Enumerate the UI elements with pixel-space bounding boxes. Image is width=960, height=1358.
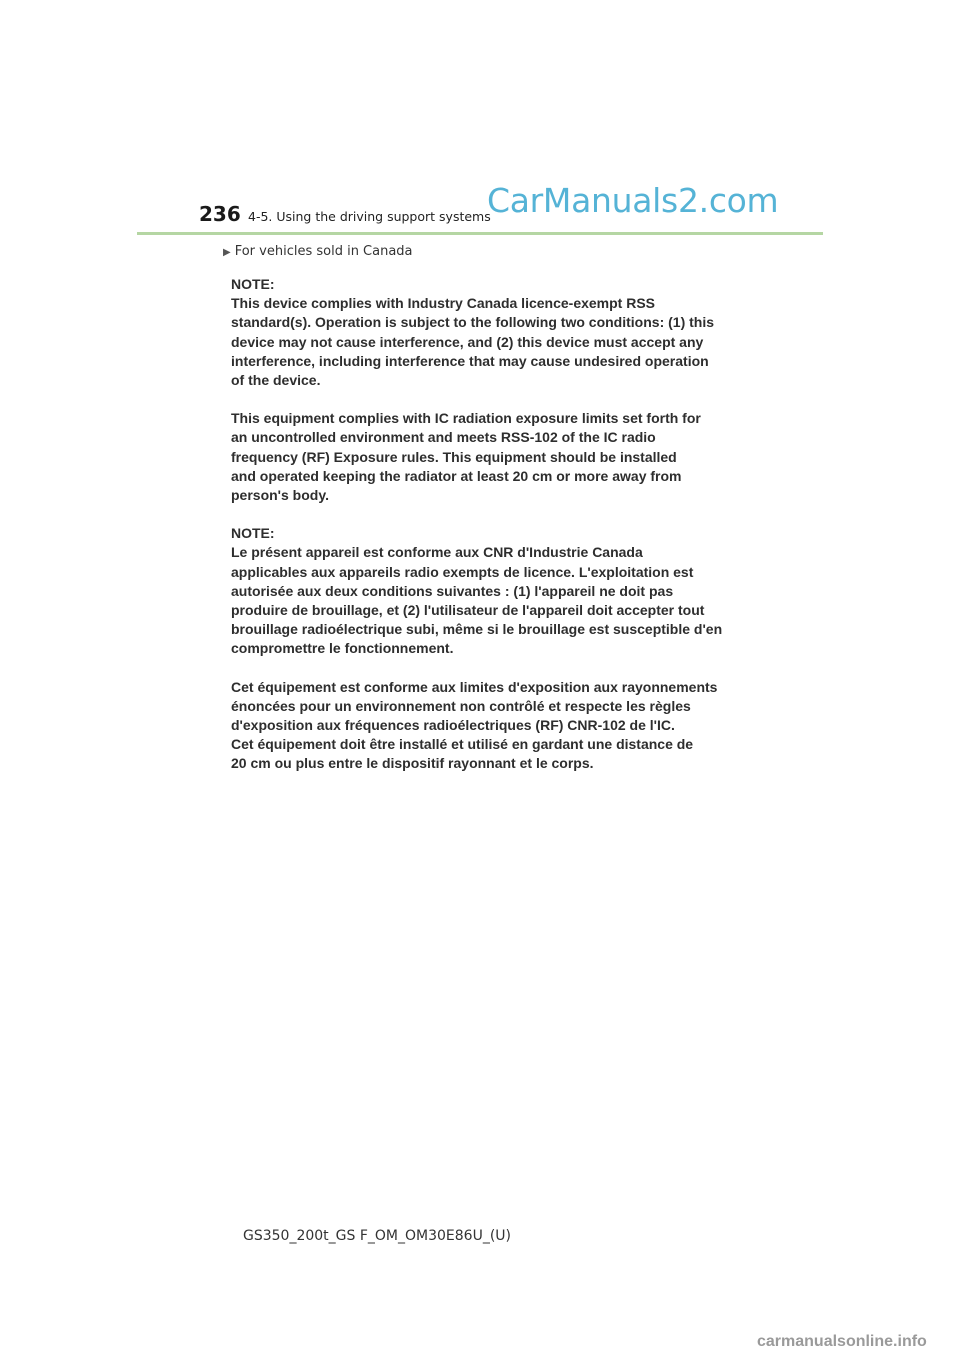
triangle-right-icon: ▶ (223, 247, 231, 258)
notice-block-en-1 (231, 275, 741, 390)
header-divider (137, 232, 823, 235)
notice-line: interference, including interference that may cause undesired operation (231, 352, 709, 369)
notice-line: Cet équipement est conforme aux limites d'exposition aux rayonnements (231, 678, 718, 695)
notice-line: an uncontrolled environment and meets RSS-102 of the IC radio (231, 429, 656, 446)
compliance-notice-image (231, 275, 741, 793)
notice-line: person's body. (231, 487, 329, 504)
notice-line: NOTE: (231, 525, 275, 542)
notice-line: and operated keeping the radiator at least 20 cm or more away from (231, 467, 682, 484)
notice-line: produire de brouillage, et (2) l'utilisateur de l'appareil doit accepter tout (231, 602, 705, 619)
footer-code: GS350_200t_GS F_OM_OM30E86U_(U) (243, 1228, 511, 1244)
notice-block-fr-1 (231, 524, 741, 658)
notice-line: standard(s). Operation is subject to the following two conditions: (1) this (231, 314, 715, 331)
notice-line: Le présent appareil est conforme aux CNR d'Industrie Canada (231, 544, 643, 561)
notice-line: énoncées pour un environnement non contrôlé et respecte les règles (231, 697, 691, 714)
notice-line: This equipment complies with IC radiation exposure limits set forth for (231, 410, 701, 427)
page-header (0, 0, 960, 240)
notice-line: compromettre le fonctionnement. (231, 640, 454, 657)
notice-block-fr-2 (231, 678, 741, 774)
section-title: 4-5. Using the driving support systems (248, 209, 491, 224)
notice-line: d'exposition aux fréquences radioélectriques (RF) CNR-102 de l'IC. (231, 717, 675, 734)
notice-line: This device complies with Industry Canada licence-exempt RSS (231, 295, 656, 312)
notice-line: 20 cm ou plus entre le dispositif rayonnant et le corps. (231, 755, 594, 772)
watermark-link[interactable]: CarManuals2.com (487, 181, 779, 220)
notice-line: applicables aux appareils radio exempts de licence. L'exploitation est (231, 563, 694, 580)
notice-line: brouillage radioélectrique subi, même si le brouillage est susceptible d'en (231, 621, 723, 638)
notice-line: NOTE: (231, 276, 275, 292)
bullet-item (223, 244, 413, 259)
page-number: 236 (199, 202, 241, 226)
notice-line: frequency (RF) Exposure rules. This equipment should be installed (231, 448, 677, 465)
notice-line: device may not cause interference, and (2) this device must accept any (231, 333, 704, 350)
notice-line: of the device. (231, 372, 321, 389)
notice-line: Cet équipement doit être installé et utilisé en gardant une distance de (231, 736, 694, 753)
bullet-text: For vehicles sold in Canada (234, 244, 413, 259)
footer-watermark-link[interactable]: carmanualsonline.info (757, 1333, 927, 1350)
notice-line: autorisée aux deux conditions suivantes : (1) l'appareil ne doit pas (231, 582, 674, 599)
notice-block-en-2 (231, 409, 741, 505)
